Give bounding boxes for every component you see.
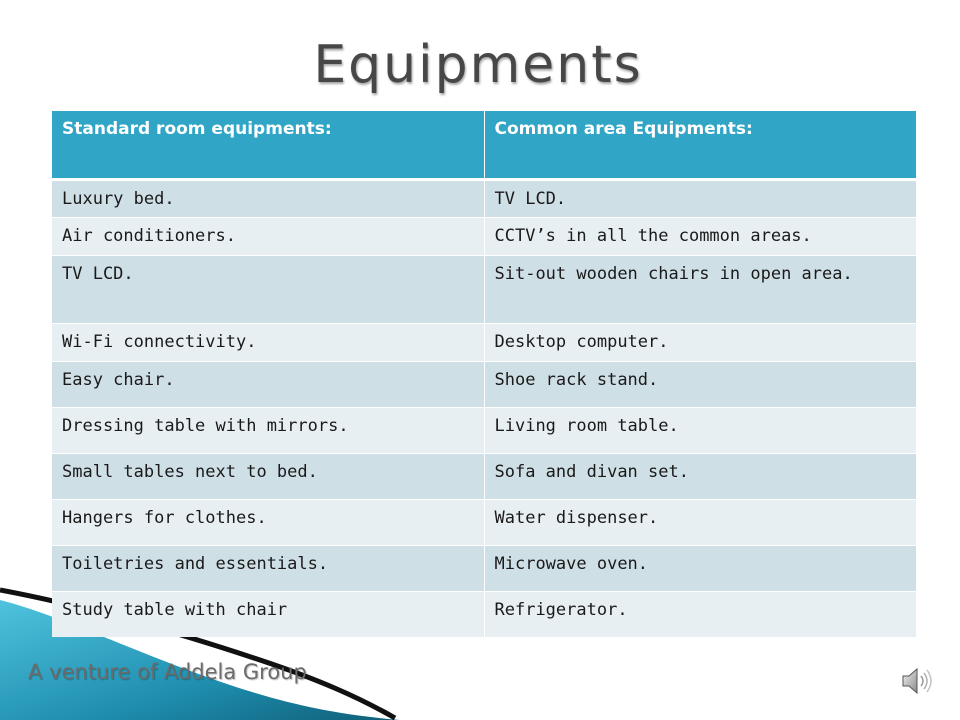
equipment-table <box>52 111 916 637</box>
table-row <box>52 499 916 545</box>
slide-title: Equipments <box>313 35 643 95</box>
table-cell: Sit-out wooden chairs in open area. <box>484 255 916 323</box>
table-cell: Water dispenser. <box>484 499 916 545</box>
table-cell: Small tables next to bed. <box>52 453 484 499</box>
table-row <box>52 179 916 217</box>
table-row <box>52 407 916 453</box>
speaker-icon[interactable] <box>900 665 938 697</box>
table-cell: Easy chair. <box>52 361 484 407</box>
table-header-row <box>52 111 916 179</box>
table-row <box>52 545 916 591</box>
table-cell: Desktop computer. <box>484 323 916 361</box>
table-row <box>52 453 916 499</box>
table-row <box>52 323 916 361</box>
table-row <box>52 361 916 407</box>
table-cell: CCTV’s in all the common areas. <box>484 217 916 255</box>
header-common-area: Common area Equipments: <box>484 111 916 179</box>
table-row <box>52 217 916 255</box>
table-cell: Hangers for clothes. <box>52 499 484 545</box>
table-row <box>52 255 916 323</box>
table-cell: Air conditioners. <box>52 217 484 255</box>
table-cell: Microwave oven. <box>484 545 916 591</box>
table-cell: TV LCD. <box>52 255 484 323</box>
footer-venture-text: A venture of Addela Group <box>28 660 307 684</box>
table-cell: Living room table. <box>484 407 916 453</box>
table-cell: Wi-Fi connectivity. <box>52 323 484 361</box>
table-cell: Toiletries and essentials. <box>52 545 484 591</box>
table-cell: Refrigerator. <box>484 591 916 637</box>
table-cell: TV LCD. <box>484 179 916 217</box>
table-cell: Luxury bed. <box>52 179 484 217</box>
table-cell: Dressing table with mirrors. <box>52 407 484 453</box>
header-standard-room: Standard room equipments: <box>52 111 484 179</box>
table-cell: Sofa and divan set. <box>484 453 916 499</box>
table-row <box>52 591 916 637</box>
table-cell: Shoe rack stand. <box>484 361 916 407</box>
table-cell: Study table with chair <box>52 591 484 637</box>
